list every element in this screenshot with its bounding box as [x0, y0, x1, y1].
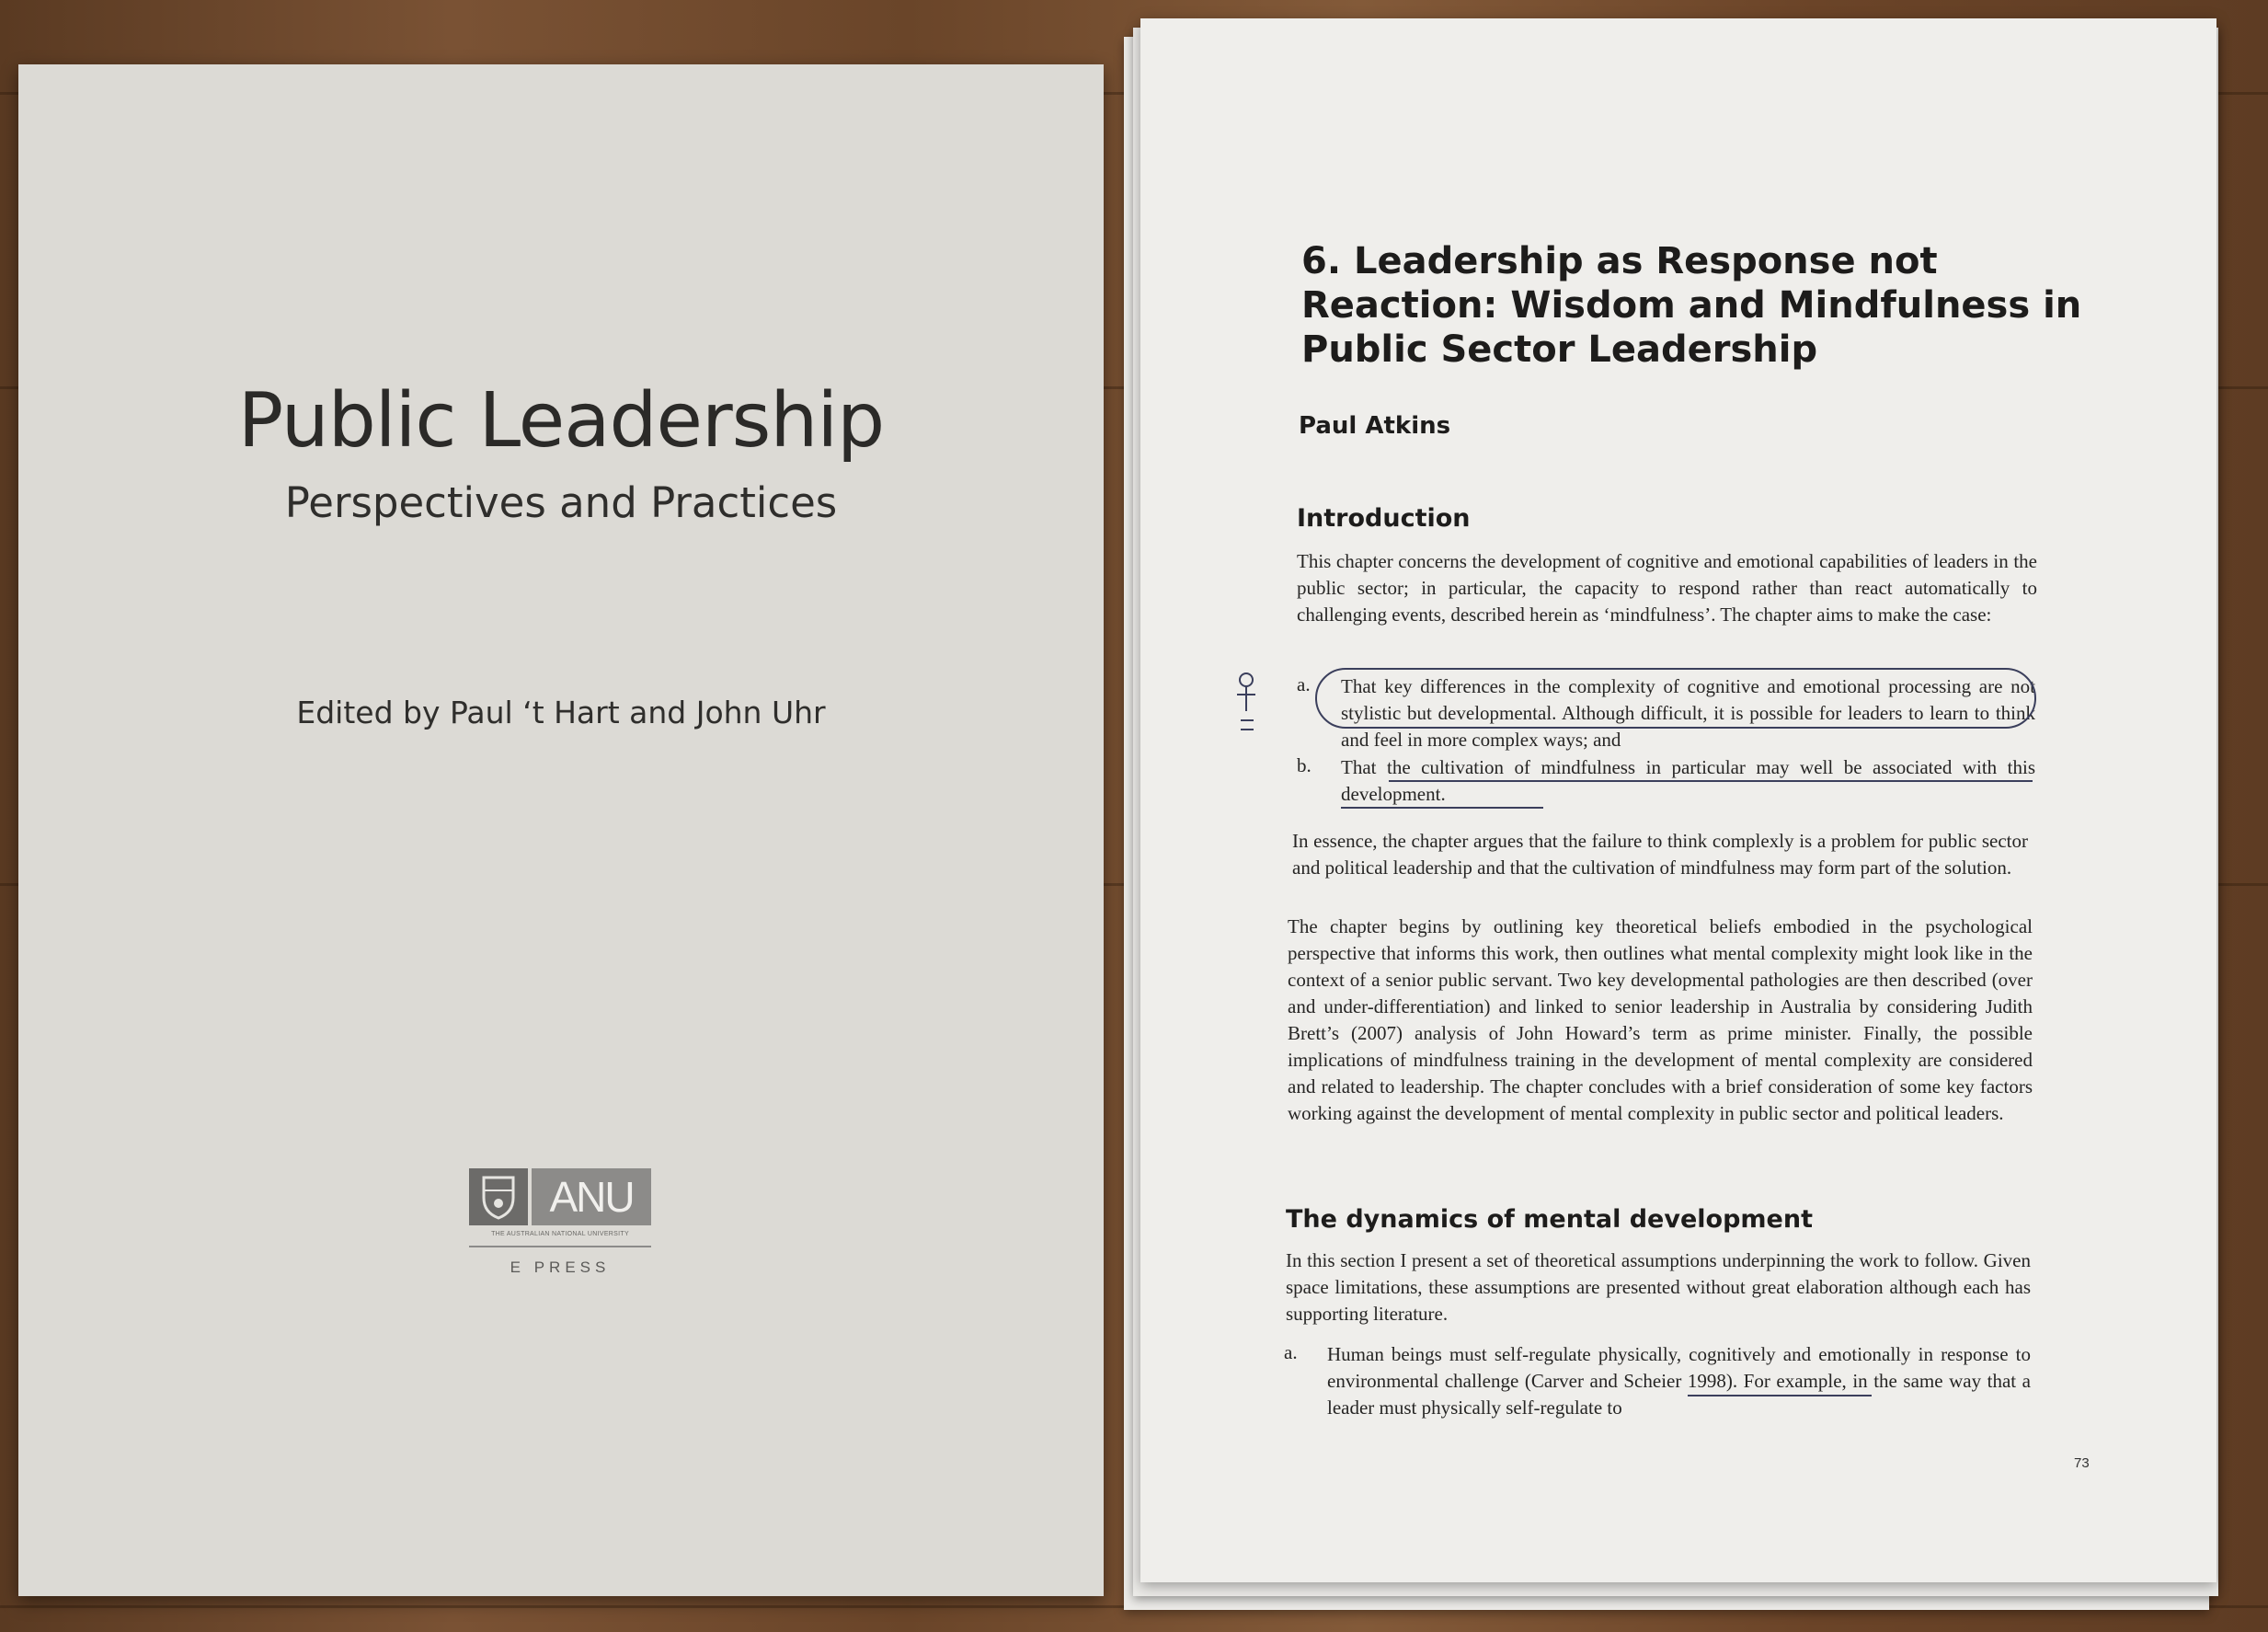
section-heading-introduction: Introduction [1297, 504, 1471, 533]
logo-imprint: E PRESS [510, 1258, 611, 1276]
ink-circle-annotation [1315, 668, 2036, 729]
cover-subtitle: Perspectives and Practices [284, 478, 838, 527]
list-marker: a. [1284, 1341, 1298, 1363]
paragraph: In this section I present a set of theoretical assumptions underpinning the work to follow. Given space limitations, these assumptions are presented without great elaboration although each has supporting literature. [1286, 1249, 2031, 1325]
list-item: That key differences in the complexity of cognitive and emotional processing are not stylistic but developmental. Although difficult, it is possible for leaders to learn to think and feel in more complex ways; and [1341, 675, 2035, 751]
list-marker: b. [1297, 754, 1312, 776]
paragraph: The chapter begins by outlining key theoretical beliefs embodied in the psychological perspective that informs this work, then outlines what mental complexity might look like in the context of a senior public servant. Two key developmental pathologies are then described (over and under-differentiation) and linked to senior leadership in Australia by considering Judith Brett’s (2007) analysis of John Howard’s term as prime minister. Finally, the possible implications of mindfulness training in the development of mental complexity are considered and related to leadership. The chapter concludes with a brief consideration of some key factors working against the development of mental complexity in public sector and political leaders. [1288, 915, 2033, 1124]
logo-institution: THE AUSTRALIAN NATIONAL UNIVERSITY [491, 1231, 629, 1237]
list-item: That the cultivation of mindfulness in particular may well be associated with this development. [1341, 756, 2035, 805]
ink-underline [1688, 1395, 1872, 1396]
chapter-author: Paul Atkins [1299, 412, 1451, 440]
chapter-title: 6. Leadership as Response not Reaction: Wisdom and Mindfulness in Public Sector Leadership [1301, 240, 2082, 371]
cover-page [18, 64, 1104, 1596]
list-marker: a. [1297, 673, 1311, 695]
cover-editors: Edited by Paul ‘t Hart and John Uhr [296, 695, 826, 730]
cover-title: Public Leadership [237, 377, 885, 465]
chapter-page [1140, 18, 2216, 1582]
crest-icon [469, 1168, 528, 1225]
handwritten-margin-note [1228, 667, 1265, 741]
ink-underline [1389, 780, 2033, 782]
page-number: 73 [2074, 1455, 2090, 1471]
list-item: Human beings must self-regulate physically, cognitively and emotionally in response to environmental challenge (Carver and Scheier 1998). For example, in the same way that a leader must physically self-regulate to [1327, 1343, 2031, 1419]
section-heading-dynamics: The dynamics of mental development [1286, 1205, 1813, 1234]
intro-paragraph: This chapter concerns the development of cognitive and emotional capabilities of leaders in the public sector; in particular, the capacity to respond rather than react automatically to challenging events, described herein as ‘mindfulness’. The chapter aims to make the case: [1297, 550, 2037, 626]
logo-mark: ANU [532, 1168, 651, 1225]
publisher-logo [469, 1168, 651, 1288]
paragraph: In essence, the chapter argues that the failure to think complexly is a problem for public sector and political leadership and that the cultivation of mindfulness may form part of the solution. [1292, 830, 2028, 879]
logo-divider [469, 1246, 651, 1247]
ink-underline [1341, 807, 1543, 809]
